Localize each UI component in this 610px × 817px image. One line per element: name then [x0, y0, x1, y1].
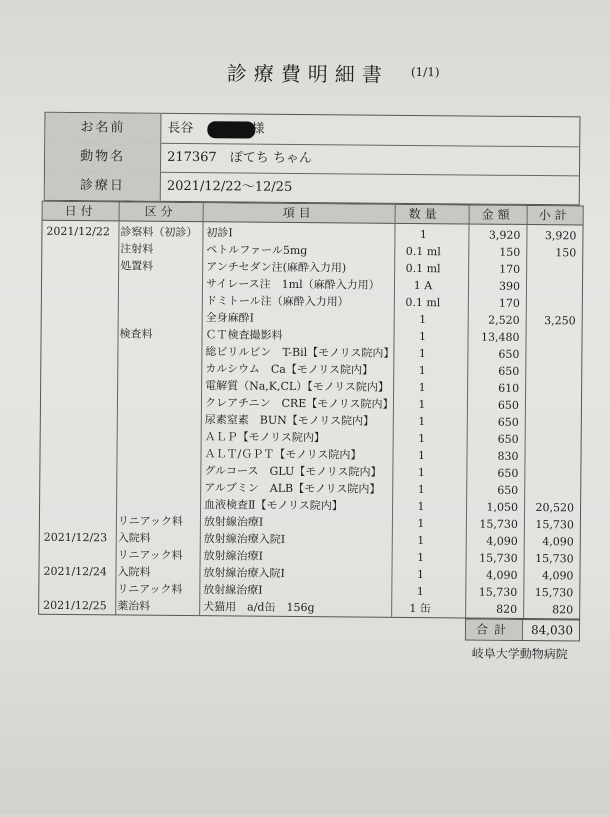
document-title: 診療費明細書: [3, 55, 610, 89]
row-item: 血液検査Ⅱ【モノリス院内】: [204, 496, 343, 514]
row-quantity: 1: [392, 464, 450, 482]
row-subtotal: 820: [525, 601, 573, 618]
header-category: 区分: [119, 202, 203, 221]
row-amount: 4,090: [470, 532, 518, 549]
row-category: 診察料（初診）: [120, 223, 197, 241]
row-quantity: 1: [393, 362, 451, 380]
table-header: [43, 202, 583, 226]
row-item: 総ビリルビン T-Bil【モノリス院内】: [205, 343, 394, 362]
row-item: グルコース GLU【モノリス院内】: [204, 462, 381, 481]
hospital-name: 岐阜大学動物病院: [472, 645, 568, 663]
row-date: 2021/12/24: [43, 563, 107, 581]
row-amount: 830: [470, 447, 518, 464]
row-item: 全身麻酔Ⅰ: [206, 309, 255, 326]
row-quantity: 1: [394, 226, 452, 244]
row-date: 2021/12/25: [43, 597, 107, 615]
row-item: アンチセダン注(麻酔入力用): [206, 258, 346, 276]
row-amount: 150: [472, 243, 520, 260]
row-amount: 2,520: [472, 311, 520, 328]
row-item: カルシウム Ca【モノリス院内】: [205, 360, 373, 378]
row-quantity: 1: [392, 532, 450, 550]
page-indicator: (1/1): [411, 65, 440, 79]
row-amount: 4,090: [469, 566, 517, 583]
row-category: リニアック料: [118, 546, 183, 564]
row-category: 検査料: [119, 325, 152, 342]
header-quantity: 数量: [395, 205, 455, 224]
row-item: 放射線治療Ⅰ: [203, 581, 263, 599]
row-item: ペトルファール5mg: [206, 241, 307, 259]
row-amount: 3,920: [472, 226, 520, 243]
row-amount: 650: [471, 430, 519, 447]
animal-name-value: 217367 ぽてち ちゃん: [167, 143, 312, 173]
header-item: 項目: [203, 203, 395, 223]
row-subtotal: 15,730: [526, 516, 574, 533]
row-category: リニアック料: [117, 580, 182, 598]
total-value: 84,030: [531, 620, 573, 640]
patient-name-value: 長谷: [167, 114, 193, 143]
row-subtotal: 20,520: [526, 499, 574, 516]
row-subtotal: 15,730: [526, 550, 574, 567]
row-subtotal: 4,090: [525, 567, 573, 584]
row-amount: 390: [472, 277, 520, 294]
row-item: 放射線治療入院Ⅰ: [203, 564, 285, 582]
row-amount: 820: [469, 600, 517, 617]
row-item: 犬猫用 a/d缶 156g: [203, 598, 314, 616]
row-item: 電解質（Na,K,CL）【モノリス院内】: [205, 377, 389, 396]
row-item: 尿素窒素 BUN【モノリス院内】: [205, 411, 374, 429]
row-amount: 650: [470, 464, 518, 481]
row-item: ＡＬＰ【モノリス院内】: [205, 428, 325, 446]
row-category: 入院料: [118, 529, 151, 546]
total-label: 合計: [466, 619, 523, 639]
row-subtotal: 3,920: [528, 227, 576, 244]
row-quantity: 1: [391, 566, 449, 584]
row-item: 放射線治療Ⅰ: [204, 513, 264, 531]
row-amount: 170: [472, 260, 520, 277]
row-item: アルブミン ALB【モノリス院内】: [204, 479, 380, 498]
row-quantity: 0.1 ml: [394, 294, 452, 312]
row-item: ドミトール注（麻酔入力用）: [206, 292, 349, 310]
charges-table: [38, 201, 584, 620]
row-quantity: 1: [393, 430, 451, 448]
row-quantity: 1: [392, 515, 450, 533]
animal-name-label: 動物名: [45, 142, 161, 172]
redaction-mark: [207, 121, 255, 138]
row-category: 入院料: [117, 563, 150, 580]
patient-name-label: お名前: [45, 113, 161, 143]
row-quantity: 1: [392, 481, 450, 499]
row-item: サイレース注 1ml（麻酔入力用）: [206, 275, 380, 294]
row-item: 放射線治療Ⅰ: [204, 547, 264, 565]
patient-name-suffix: 様: [251, 115, 264, 144]
row-item: クレアチニン CRE【モノリス院内】: [205, 394, 394, 413]
visit-date-value: 2021/12/22〜12/25: [167, 172, 293, 202]
row-quantity: 1: [393, 328, 451, 346]
row-amount: 15,730: [469, 583, 517, 600]
row-quantity: 1: [393, 379, 451, 397]
row-item: 放射線治療入院Ⅰ: [204, 530, 286, 548]
table-row: [39, 597, 579, 619]
row-subtotal: 150: [528, 244, 576, 261]
row-quantity: 0.1 ml: [394, 243, 452, 261]
row-amount: 170: [472, 294, 520, 311]
row-quantity: 1: [392, 549, 450, 567]
header-amount: 金額: [469, 205, 527, 224]
row-date: 2021/12/23: [44, 529, 108, 547]
row-amount: 650: [470, 481, 518, 498]
row-amount: 15,730: [470, 515, 518, 532]
row-item: ＡＬＴ/ＧＰＴ【モノリス院内】: [204, 445, 361, 463]
row-amount: 650: [471, 345, 519, 362]
row-date: 2021/12/22: [46, 223, 110, 241]
row-quantity: 1: [393, 413, 451, 431]
row-category: 注射料: [120, 240, 153, 257]
row-quantity: 1: [394, 311, 452, 329]
row-amount: 650: [471, 396, 519, 413]
row-subtotal: 4,090: [526, 533, 574, 550]
row-quantity: 1: [392, 498, 450, 516]
visit-date-label: 診療日: [45, 171, 161, 201]
row-amount: 1,050: [470, 498, 518, 515]
total-box: [465, 618, 580, 641]
row-amount: 610: [471, 379, 519, 396]
row-quantity: 1: [393, 345, 451, 363]
row-subtotal: 15,730: [525, 584, 573, 601]
header-subtotal: 小計: [527, 206, 583, 224]
row-item: 初診Ⅰ: [206, 224, 233, 241]
row-category: リニアック料: [118, 512, 183, 530]
row-amount: 13,480: [471, 328, 519, 345]
row-subtotal: 3,250: [528, 312, 576, 329]
header-date: 日付: [43, 202, 119, 221]
row-category: 処置料: [120, 257, 153, 274]
row-amount: 15,730: [470, 549, 518, 566]
row-quantity: 1: [392, 447, 450, 465]
row-amount: 650: [471, 413, 519, 430]
row-quantity: 1: [393, 396, 451, 414]
row-quantity: 1: [391, 583, 449, 601]
row-quantity: 1 A: [394, 277, 452, 295]
patient-info-box: [44, 112, 581, 206]
row-amount: 650: [471, 362, 519, 379]
row-quantity: 1 缶: [391, 600, 449, 618]
visit-date-row: [45, 171, 579, 205]
row-category: 薬治料: [117, 597, 150, 614]
row-item: ＣＴ検査撮影料: [205, 326, 282, 344]
row-quantity: 0.1 ml: [394, 260, 452, 278]
